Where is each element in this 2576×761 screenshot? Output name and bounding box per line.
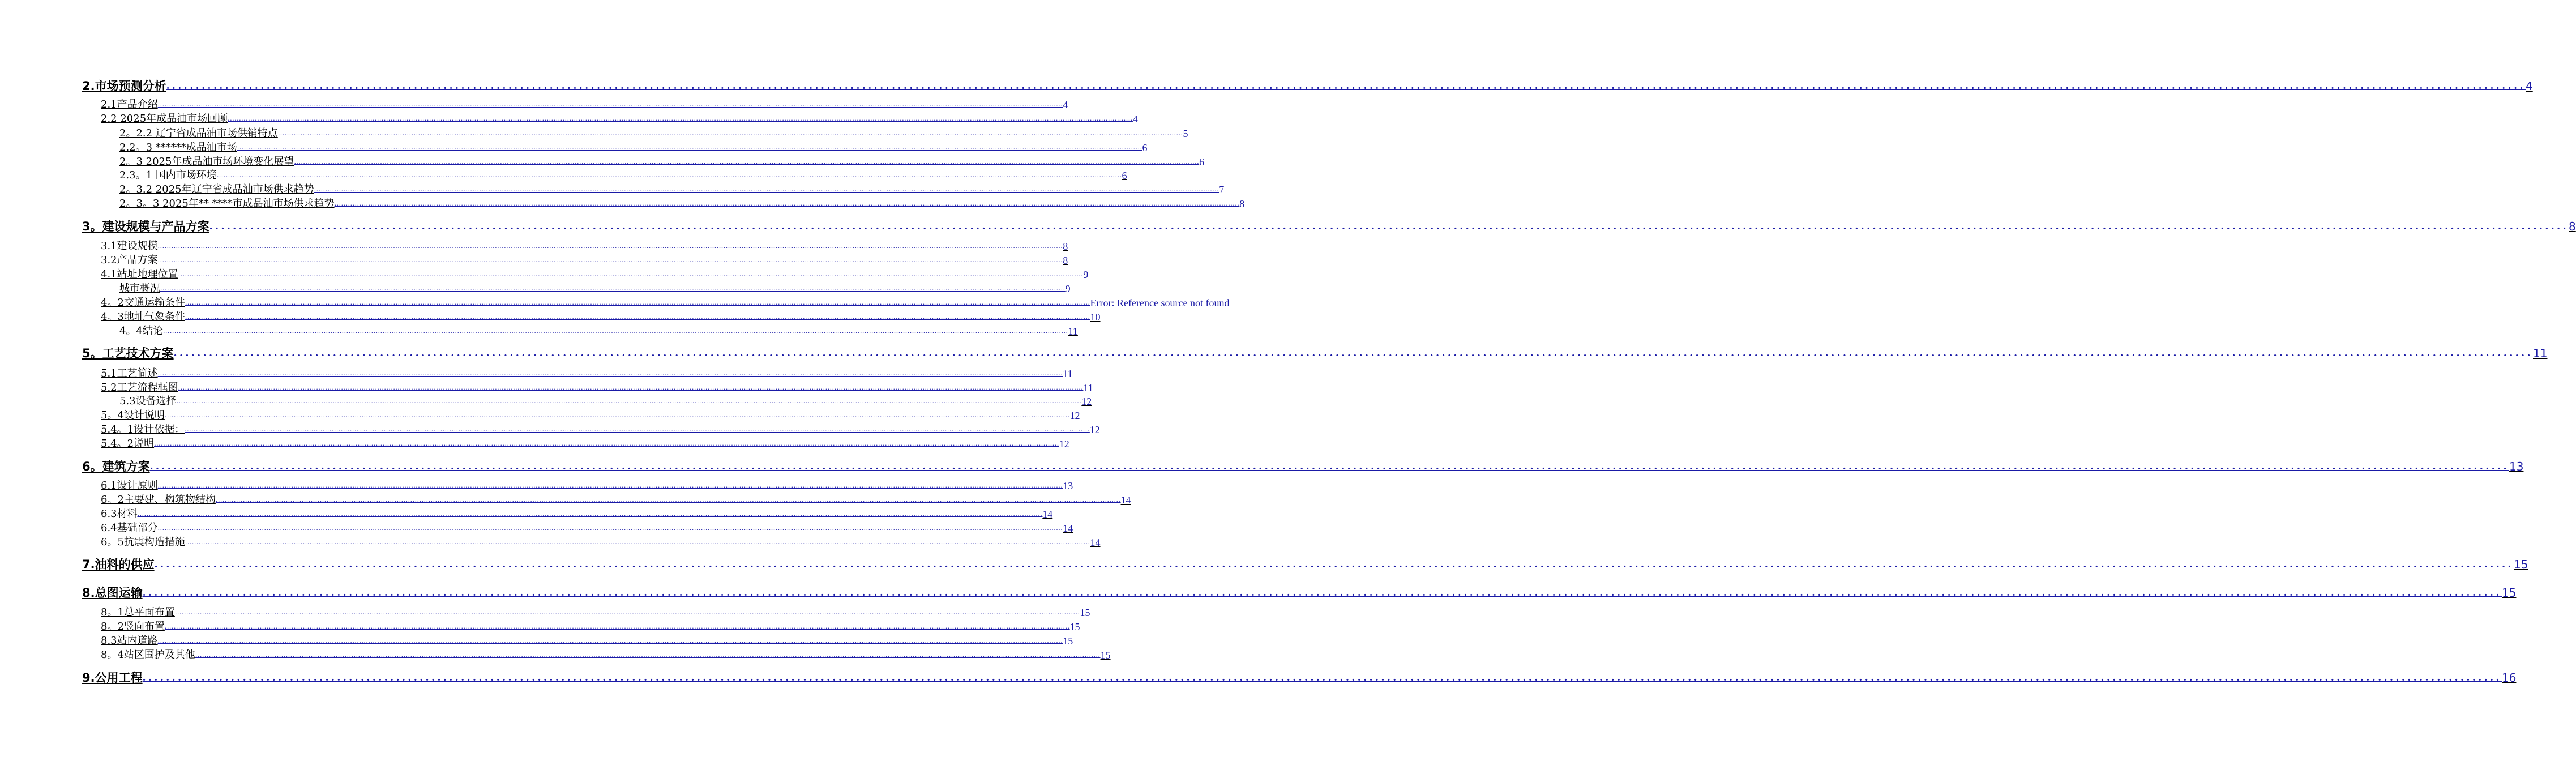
toc-entry-title: 6。5抗震构造措施 xyxy=(101,536,185,548)
toc-entry-title: 2。3 2025年成品油市场环境变化展望 xyxy=(119,156,294,168)
toc-dot-leader: ................................................................................................................................................................................................................................................................................................................................................................................................................ xyxy=(157,242,1063,250)
toc-dot-leader: ................................................................................................................................................................................................................................................................................................................................................................................................................ xyxy=(164,623,1070,630)
toc-entry-level2[interactable] xyxy=(101,254,1068,267)
toc-entry-level3[interactable] xyxy=(119,183,1225,196)
toc-dot-leader: ................................................................................................................................................................................................................................................................................................................................................................................................................ xyxy=(185,299,1090,306)
toc-page-number: 15 xyxy=(2501,586,2517,600)
toc-entry-level2[interactable] xyxy=(101,240,1068,253)
toc-entry-level3[interactable] xyxy=(119,324,1078,338)
toc-dot-leader: ................................................................................................................................................................................................................................................................................................................................................................................................................ xyxy=(142,587,2502,598)
toc-page-number: 10 xyxy=(1090,311,1101,323)
toc-entry-level3[interactable] xyxy=(119,395,1092,408)
toc-entry-title: 2.2 2025年成品油市场回顾 xyxy=(101,113,228,125)
toc-page-number: 12 xyxy=(1081,396,1092,407)
toc-entry-title: 2.1产品介绍 xyxy=(101,99,158,110)
toc-entry-level2[interactable] xyxy=(101,536,1101,549)
toc-dot-leader: ................................................................................................................................................................................................................................................................................................................................................................................................................ xyxy=(185,538,1090,546)
toc-entry-title: 2。3。3 2025年** ****市成品油市场供求趋势 xyxy=(119,198,335,210)
toc-entry-title: 2.2。3 ******成品油市场 xyxy=(119,142,237,153)
toc-entry-level1[interactable] xyxy=(82,219,2576,234)
toc-dot-leader: ................................................................................................................................................................................................................................................................................................................................................................................................................ xyxy=(174,609,1080,616)
toc-dot-leader: ................................................................................................................................................................................................................................................................................................................................................................................................................ xyxy=(149,461,2510,472)
toc-dot-leader: ................................................................................................................................................................................................................................................................................................................................................................................................................ xyxy=(195,651,1101,659)
toc-entry-title: 6.4基础部分 xyxy=(101,522,158,534)
toc-entry-level3[interactable] xyxy=(119,282,1071,296)
toc-page-number: 5 xyxy=(1183,128,1188,139)
toc-entry-title: 4。2交通运输条件 xyxy=(101,297,185,309)
toc-entry-title: 5.3设备选择 xyxy=(119,395,177,407)
toc-entry-title: 8.总图运输 xyxy=(82,586,143,600)
toc-page-number: 6 xyxy=(1199,156,1205,168)
toc-entry-title: 6.3材料 xyxy=(101,508,138,520)
toc-entry-level3[interactable] xyxy=(119,197,1245,211)
toc-page-number: 9 xyxy=(1083,269,1089,280)
toc-page-number: 8 xyxy=(1063,255,1068,266)
toc-entry-level1[interactable] xyxy=(82,585,2517,601)
toc-page-number: 13 xyxy=(1063,480,1073,491)
toc-page-number: 8 xyxy=(2569,220,2576,233)
toc-page-number: 6 xyxy=(1142,142,1148,153)
toc-dot-leader: ................................................................................................................................................................................................................................................................................................................................................................................................................ xyxy=(185,426,1090,433)
toc-entry-level2[interactable] xyxy=(101,648,1111,662)
toc-entry-title: 6.1设计原则 xyxy=(101,480,158,491)
toc-dot-leader: ................................................................................................................................................................................................................................................................................................................................................................................................................ xyxy=(166,80,2526,92)
toc-dot-leader: ................................................................................................................................................................................................................................................................................................................................................................................................................ xyxy=(277,130,1183,137)
toc-dot-leader: ................................................................................................................................................................................................................................................................................................................................................................................................................ xyxy=(314,186,1219,193)
toc-page-number: 15 xyxy=(1100,649,1111,661)
toc-entry-level2[interactable] xyxy=(101,98,1068,112)
toc-dot-leader: ................................................................................................................................................................................................................................................................................................................................................................................................................ xyxy=(160,285,1066,292)
toc-dot-leader: ................................................................................................................................................................................................................................................................................................................................................................................................................ xyxy=(157,256,1063,264)
toc-page-number: 12 xyxy=(1069,410,1080,421)
toc-entry-level2[interactable] xyxy=(101,437,1069,451)
toc-page-number: 4 xyxy=(2525,79,2533,93)
toc-entry-level2[interactable] xyxy=(101,296,1230,310)
toc-entry-title: 3。建设规模与产品方案 xyxy=(82,220,209,233)
toc-entry-title: 4.1站址地理位置 xyxy=(101,268,178,280)
toc-entry-title: 6。2主要建、构筑物结构 xyxy=(101,494,216,506)
toc-entry-level2[interactable] xyxy=(101,479,1073,493)
toc-entry-level2[interactable] xyxy=(101,521,1073,535)
toc-dot-leader: ................................................................................................................................................................................................................................................................................................................................................................................................................ xyxy=(228,115,1133,122)
toc-entry-title: 5。工艺技术方案 xyxy=(82,347,174,360)
toc-page-number: 15 xyxy=(1069,621,1080,632)
toc-entry-level1[interactable] xyxy=(82,557,2528,572)
toc-entry-title: 3.2产品方案 xyxy=(101,254,158,266)
toc-dot-leader: ................................................................................................................................................................................................................................................................................................................................................................................................................ xyxy=(334,200,1240,207)
toc-dot-leader: ................................................................................................................................................................................................................................................................................................................................................................................................................ xyxy=(157,637,1063,644)
toc-dot-leader: ................................................................................................................................................................................................................................................................................................................................................................................................................ xyxy=(237,144,1142,151)
toc-dot-leader: ................................................................................................................................................................................................................................................................................................................................................................................................................ xyxy=(157,370,1063,377)
toc-entry-level1[interactable] xyxy=(82,345,2548,361)
toc-page-number: 4 xyxy=(1132,113,1138,125)
toc-dot-leader: ................................................................................................................................................................................................................................................................................................................................................................................................................ xyxy=(173,348,2534,359)
toc-page-number: 11 xyxy=(2533,347,2548,360)
toc-page-number: 12 xyxy=(1089,424,1100,435)
toc-entry-title: 8。1总平面布置 xyxy=(101,606,175,618)
toc-entry-title: 6。建筑方案 xyxy=(82,460,150,473)
toc-page-number: 13 xyxy=(2509,460,2524,473)
toc-page-number: Error: Reference source not found xyxy=(1090,297,1230,309)
toc-page-number: 11 xyxy=(1063,368,1073,379)
toc-dot-leader: ................................................................................................................................................................................................................................................................................................................................................................................................................ xyxy=(157,524,1063,532)
toc-dot-leader: ................................................................................................................................................................................................................................................................................................................................................................................................................ xyxy=(185,313,1090,320)
toc-page-number: 11 xyxy=(1068,326,1078,337)
toc-entry-title: 5.1工艺简述 xyxy=(101,367,158,379)
toc-dot-leader: ................................................................................................................................................................................................................................................................................................................................................................................................................ xyxy=(154,559,2514,570)
toc-entry-level2[interactable] xyxy=(101,606,1090,619)
toc-page-number: 14 xyxy=(1090,537,1101,548)
toc-page-number: 14 xyxy=(1063,523,1073,534)
toc-entry-level2[interactable] xyxy=(101,381,1093,395)
toc-entry-level1[interactable] xyxy=(82,459,2524,474)
toc-page-number: 7 xyxy=(1219,184,1225,195)
toc-entry-level1[interactable] xyxy=(82,78,2533,94)
toc-dot-leader: ................................................................................................................................................................................................................................................................................................................................................................................................................ xyxy=(178,271,1084,278)
toc-dot-leader: ................................................................................................................................................................................................................................................................................................................................................................................................................ xyxy=(209,221,2569,232)
toc-entry-level1[interactable] xyxy=(82,670,2517,686)
toc-entry-title: 2。3.2 2025年辽宁省成品油市场供求趋势 xyxy=(119,183,314,195)
toc-entry-level2[interactable] xyxy=(101,507,1053,521)
toc-page-number: 16 xyxy=(2501,671,2517,685)
toc-entry-level2[interactable] xyxy=(101,493,1131,507)
toc-page-number: 14 xyxy=(1042,508,1053,520)
toc-entry-title: 8。4站区围护及其他 xyxy=(101,649,195,661)
toc-page-number: 14 xyxy=(1120,494,1131,506)
toc-entry-title: 2。2.2 辽宁省成品油市场供销特点 xyxy=(119,127,278,139)
toc-dot-leader: ................................................................................................................................................................................................................................................................................................................................................................................................................ xyxy=(178,384,1084,391)
toc-entry-title: 4。4结论 xyxy=(119,325,163,337)
toc-page-number: 8 xyxy=(1239,198,1245,210)
toc-entry-level2[interactable] xyxy=(101,268,1089,281)
toc-page-number: 15 xyxy=(1063,635,1073,647)
toc-dot-leader: ................................................................................................................................................................................................................................................................................................................................................................................................................ xyxy=(157,101,1063,108)
toc-dot-leader: ................................................................................................................................................................................................................................................................................................................................................................................................................ xyxy=(154,440,1059,447)
toc-entry-title: 4。3地址气象条件 xyxy=(101,311,185,323)
toc-entry-title: 7.油料的供应 xyxy=(82,558,155,571)
toc-entry-title: 2.市场预测分析 xyxy=(82,79,166,93)
toc-dot-leader: ................................................................................................................................................................................................................................................................................................................................................................................................................ xyxy=(162,327,1068,335)
toc-dot-leader: ................................................................................................................................................................................................................................................................................................................................................................................................................ xyxy=(137,510,1043,518)
toc-entry-level3[interactable] xyxy=(119,141,1148,155)
toc-entry-title: 8。2竖向布置 xyxy=(101,621,165,632)
toc-entry-level2[interactable] xyxy=(101,423,1100,437)
toc-dot-leader: ................................................................................................................................................................................................................................................................................................................................................................................................................ xyxy=(215,496,1121,503)
toc-dot-leader: ................................................................................................................................................................................................................................................................................................................................................................................................................ xyxy=(142,672,2502,683)
toc-page-number: 15 xyxy=(1080,607,1090,618)
toc-page-number: 8 xyxy=(1063,241,1068,252)
toc-entry-title: 5.2工艺流程框图 xyxy=(101,382,178,394)
toc-entry-level2[interactable] xyxy=(101,310,1101,324)
toc-entry-level2[interactable] xyxy=(101,367,1073,380)
toc-entry-level2[interactable] xyxy=(101,634,1073,648)
toc-entry-title: 2.3。1 国内市场环境 xyxy=(119,169,217,181)
toc-page-number: 9 xyxy=(1065,283,1071,294)
toc-page-number: 15 xyxy=(2513,558,2528,571)
toc-entry-title: 5.4。1设计依据： xyxy=(101,424,185,435)
toc-entry-level2[interactable] xyxy=(101,112,1138,126)
toc-entry-level3[interactable] xyxy=(119,127,1188,140)
toc-page-number: 6 xyxy=(1122,170,1127,181)
toc-page-number: 4 xyxy=(1063,99,1068,110)
toc-dot-leader: ................................................................................................................................................................................................................................................................................................................................................................................................................ xyxy=(294,158,1200,165)
toc-entry-title: 5.4。2说明 xyxy=(101,438,155,450)
toc-entry-level3[interactable] xyxy=(119,169,1127,182)
toc-entry-title: 9.公用工程 xyxy=(82,671,143,685)
toc-entry-title: 城市概况 xyxy=(119,283,160,294)
toc-entry-level2[interactable] xyxy=(101,620,1080,634)
toc-page-number: 12 xyxy=(1059,438,1069,450)
toc-dot-leader: ................................................................................................................................................................................................................................................................................................................................................................................................................ xyxy=(164,412,1070,419)
toc-dot-leader: ................................................................................................................................................................................................................................................................................................................................................................................................................ xyxy=(157,482,1063,489)
toc-page-number: 11 xyxy=(1083,382,1093,394)
toc-entry-level2[interactable] xyxy=(101,409,1080,422)
toc-dot-leader: ................................................................................................................................................................................................................................................................................................................................................................................................................ xyxy=(216,172,1122,179)
toc-entry-title: 8.3站内道路 xyxy=(101,635,158,647)
toc-dot-leader: ................................................................................................................................................................................................................................................................................................................................................................................................................ xyxy=(176,397,1082,405)
toc-entry-title: 5。4设计说明 xyxy=(101,409,165,421)
toc-entry-level3[interactable] xyxy=(119,155,1205,169)
toc-entry-title: 3.1建设规模 xyxy=(101,240,158,252)
